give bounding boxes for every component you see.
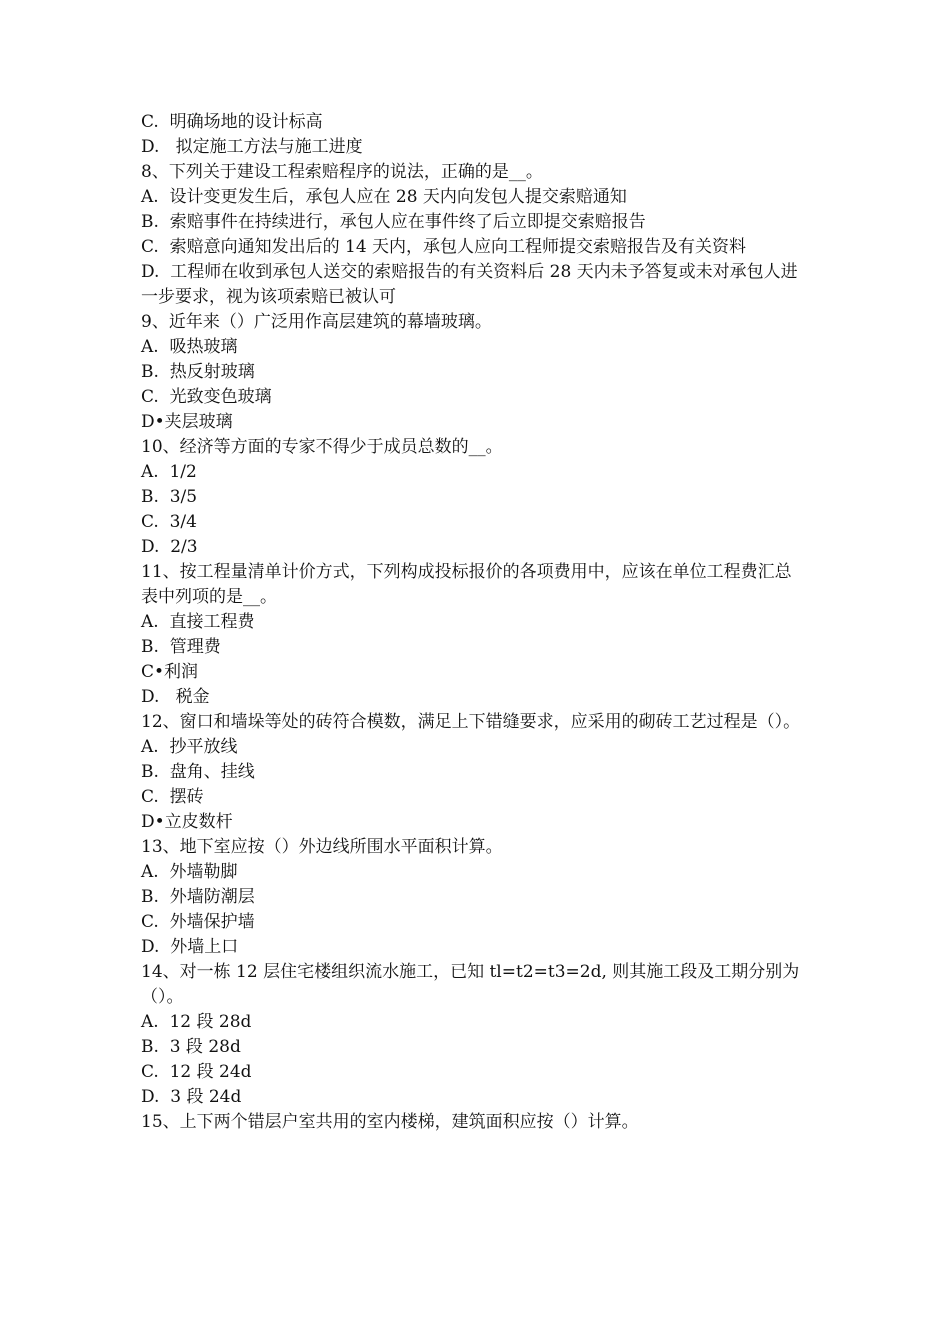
option-line: B. 盘角、挂线 [141, 762, 255, 782]
option-line: B. 管理费 [141, 637, 221, 657]
question-line: 9、近年来（）广泛用作高层建筑的幕墙玻璃。 [141, 312, 492, 332]
question-line: 15、上下两个错层户室共用的室内楼梯，建筑面积应按（）计算。 [141, 1112, 639, 1132]
option-line: B. 3/5 [141, 487, 198, 507]
option-line: C. 摆砖 [141, 787, 204, 807]
option-line: C. 外墙保护墙 [141, 912, 255, 932]
option-line: B. 3 段 28d [141, 1037, 241, 1057]
option-line: D•立皮数杆 [141, 812, 233, 832]
option-line: D. 3 段 24d [141, 1087, 242, 1107]
option-line: C. 3/4 [141, 512, 197, 532]
option-line: A. 直接工程费 [141, 612, 255, 632]
question-line: 8、下列关于建设工程索赔程序的说法，正确的是__。 [141, 162, 543, 182]
option-line: C. 光致变色玻璃 [141, 387, 272, 407]
question-line: 11、按工程量清单计价方式，下列构成投标报价的各项费用中，应该在单位工程费汇总表中列项的是__。 [141, 562, 792, 607]
option-line: D. 税金 [141, 687, 210, 707]
option-line: A. 12 段 28d [141, 1012, 252, 1032]
option-line: D. 2/3 [141, 537, 198, 557]
question-line: 12、窗口和墙垛等处的砖符合模数，满足上下错缝要求，应采用的砌砖工艺过程是（）。 [141, 712, 801, 732]
option-line: C. 索赔意向通知发出后的 14 天内，承包人应向工程师提交索赔报告及有关资料 [141, 237, 747, 257]
option-line: D. 工程师在收到承包人送交的索赔报告的有关资料后 28 天内未予答复或未对承包人进一步要求，视为该项索赔已被认可 [141, 262, 798, 307]
option-line: C•利润 [141, 662, 199, 682]
option-line: C. 12 段 24d [141, 1062, 252, 1082]
option-line: B. 热反射玻璃 [141, 362, 255, 382]
option-line: B. 外墙防潮层 [141, 887, 255, 907]
question-line: 10、经济等方面的专家不得少于成员总数的__。 [141, 437, 503, 457]
option-line: A. 吸热玻璃 [141, 337, 238, 357]
option-line: A. 1/2 [141, 462, 197, 482]
option-line: B. 索赔事件在持续进行，承包人应在事件终了后立即提交索赔报告 [141, 212, 646, 232]
question-line: 14、对一栋 12 层住宅楼组织流水施工，已知 tl=t2=t3=2d, 则其施工段及工期分别为（）。 [141, 962, 800, 1007]
option-line: D. 拟定施工方法与施工进度 [141, 137, 363, 157]
option-line: A. 设计变更发生后，承包人应在 28 天内向发包人提交索赔通知 [141, 187, 627, 207]
option-line: A. 外墙勒脚 [141, 862, 238, 882]
question-line: 13、地下室应按（）外边线所围水平面积计算。 [141, 837, 503, 857]
document-body [141, 110, 806, 1135]
option-line: D. 外墙上口 [141, 937, 239, 957]
option-line: C. 明确场地的设计标高 [141, 112, 323, 132]
option-line: A. 抄平放线 [141, 737, 238, 757]
option-line: D•夹层玻璃 [141, 412, 233, 432]
